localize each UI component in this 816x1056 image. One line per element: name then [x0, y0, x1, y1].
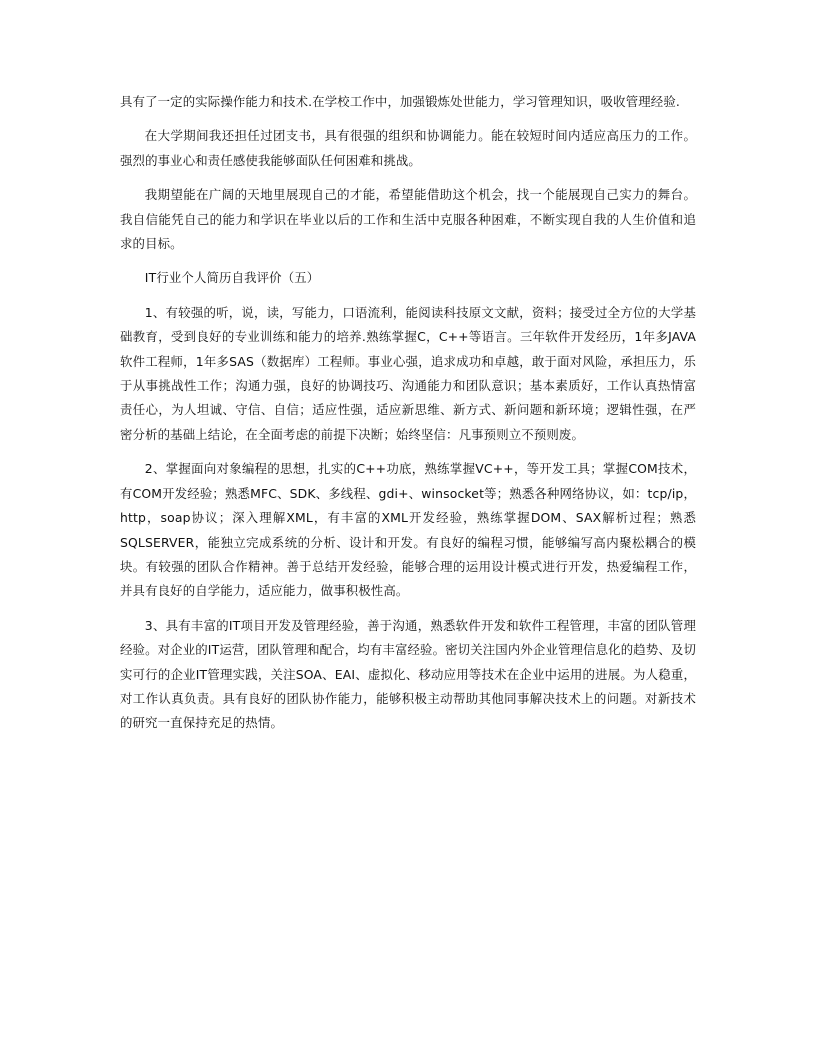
paragraph-student-leader: 在大学期间我还担任过团支书，具有很强的组织和协调能力。能在较短时间内适应高压力的工作。强烈的事业心和责任感使我能够面队任何困难和挑战。 — [120, 128, 696, 168]
document-page — [120, 90, 696, 746]
paragraph-intro-continuation: 具有了一定的实际操作能力和技术.在学校工作中，加强锻炼处世能力，学习管理知识，吸收管理经验. — [120, 94, 680, 109]
section-heading: IT行业个人简历自我评价（五） — [144, 270, 320, 286]
paragraph-point-3: 3、具有丰富的IT项目开发及管理经验，善于沟通，熟悉软件开发和软件工程管理，丰富的团队管理经验。对企业的IT运营，团队管理和配合，均有丰富经验。密切关注国内外企业管理信息化的趋势、及切实可行的企业IT管理实践，关注SOA、EAI、虚拟化、移动应用等技术在企业中运用的进展。为人稳重，对工作认真负责。具有良好的团队协作能力，能够积极主动帮助其他同事解决技术上的问题。对新技术的研究一直保持充足的热情。 — [120, 617, 696, 731]
paragraph-point-1: 1、有较强的听，说，读，写能力，口语流利，能阅读科技原文文献，资料；接受过全方位的大学基础教育，受到良好的专业训练和能力的培养.熟练掌握C，C++等语言。三年软件开发经历，1年多JAVA软件工程师，1年多SAS（数据库）工程师。事业心强，追求成功和卓越，敢于面对风险，承担压力，乐于从事挑战性工作；沟通力强，良好的协调技巧、沟通能力和团队意识；基本素质好，工作认真热情富责任心，为人坦诚、守信、自信；适应性强，适应新思维、新方式、新问题和新环境；逻辑性强，在严密分析的基础上结论，在全面考虑的前提下决断；始终坚信：凡事预则立不预则废。 — [120, 304, 696, 442]
paragraph-aspiration: 我期望能在广阔的天地里展现自己的才能，希望能借助这个机会，找一个能展现自己实力的舞台。我自信能凭自己的能力和学识在毕业以后的工作和生活中克服各种困难，不断实现自我的人生价值和追求的目标。 — [120, 187, 696, 252]
paragraph-point-2: 2、掌握面向对象编程的思想，扎实的C++功底，熟练掌握VC++，等开发工具；掌握COM技术，有COM开发经验；熟悉MFC、SDK、多线程、gdi+、winsocket等；熟悉各种网络协议，如：tcp/ip，http，soap协议；深入理解XML，有丰富的XML开发经验，熟练掌握DOM、SAX解析过程；熟悉SQLSERVER，能独立完成系统的分析、设计和开发。有良好的编程习惯，能够编写高内聚松耦合的模块。有较强的团队合作精神。善于总结开发经验，能够合理的运用设计模式进行开发，热爱编程工作，并具有良好的自学能力，适应能力，做事积极性高。 — [120, 461, 696, 599]
